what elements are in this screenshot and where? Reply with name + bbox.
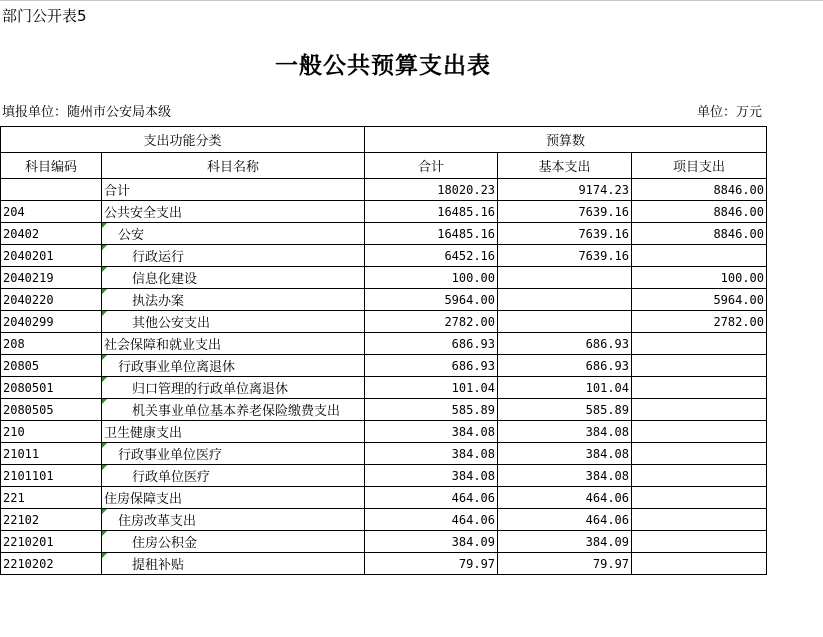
- row-project[interactable]: [632, 377, 767, 399]
- row-name-text: 合计: [104, 184, 131, 199]
- cell-note-marker: [102, 223, 107, 228]
- row-total[interactable]: [365, 443, 498, 465]
- cell-note-marker: [102, 443, 107, 448]
- row-project[interactable]: [632, 333, 767, 355]
- row-basic-text: 384.08: [585, 446, 630, 461]
- row-basic-text: 101.04: [585, 380, 630, 395]
- table-row: [1, 179, 767, 201]
- row-total-text: 384.08: [451, 424, 496, 439]
- row-code-text: 2210201: [3, 534, 54, 549]
- row-code-text: 2040220: [3, 292, 54, 307]
- row-code-text: 2040201: [3, 248, 54, 263]
- row-name-text: 提租补贴: [132, 558, 185, 573]
- row-basic[interactable]: [498, 377, 632, 399]
- row-project-text: 8846.00: [713, 182, 765, 197]
- row-total-text: 686.93: [451, 358, 496, 373]
- row-total-text: 16485.16: [437, 226, 496, 241]
- budget-table: [0, 126, 767, 575]
- row-code-text: 2080505: [3, 402, 54, 417]
- row-name-text: 社会保障和就业支出: [104, 338, 222, 353]
- currency-unit: 单位：万元: [696, 105, 762, 120]
- row-total-text: 585.89: [451, 402, 496, 417]
- row-total[interactable]: [365, 179, 498, 201]
- row-project-text: 8846.00: [713, 204, 765, 219]
- row-name-text: 公共安全支出: [104, 206, 183, 221]
- row-code[interactable]: [1, 465, 102, 487]
- row-name[interactable]: [102, 443, 365, 465]
- row-total[interactable]: [365, 553, 498, 575]
- row-project[interactable]: [632, 421, 767, 443]
- row-name[interactable]: [102, 267, 365, 289]
- row-code-text: 20402: [3, 226, 40, 241]
- row-basic-text: 7639.16: [578, 204, 630, 219]
- row-project[interactable]: [632, 509, 767, 531]
- table-row: [1, 223, 767, 245]
- row-code[interactable]: [1, 531, 102, 553]
- row-basic-text: 7639.16: [578, 226, 630, 241]
- row-code-text: 204: [3, 204, 25, 219]
- row-basic[interactable]: [498, 245, 632, 267]
- row-project[interactable]: [632, 267, 767, 289]
- row-name-text: 行政单位医疗: [132, 470, 211, 485]
- row-code[interactable]: [1, 421, 102, 443]
- row-code[interactable]: [1, 487, 102, 509]
- row-total-text: 686.93: [451, 336, 496, 351]
- row-code-text: 2040219: [3, 270, 54, 285]
- row-name[interactable]: [102, 311, 365, 333]
- cell-note-marker: [102, 509, 107, 514]
- row-name[interactable]: [102, 377, 365, 399]
- row-total-text: 384.08: [451, 468, 496, 483]
- table-row: [1, 311, 767, 333]
- cell-note-marker: [102, 245, 107, 250]
- row-name[interactable]: [102, 399, 365, 421]
- row-total[interactable]: [365, 355, 498, 377]
- row-code-text: 221: [3, 490, 25, 505]
- row-project-text: 2782.00: [713, 314, 765, 329]
- row-basic-text: 384.09: [585, 534, 630, 549]
- header-total: 合计: [365, 153, 498, 179]
- header-name: 科目名称: [102, 153, 365, 179]
- row-code[interactable]: [1, 509, 102, 531]
- row-total-text: 464.06: [451, 512, 496, 527]
- cell-note-marker: [102, 553, 107, 558]
- row-basic[interactable]: [498, 267, 632, 289]
- row-total-text: 2782.00: [444, 314, 496, 329]
- row-total-text: 6452.16: [444, 248, 496, 263]
- row-total[interactable]: [365, 487, 498, 509]
- cell-note-marker: [102, 399, 107, 404]
- row-name-text: 执法办案: [132, 294, 185, 309]
- row-name[interactable]: [102, 245, 365, 267]
- header-basic: 基本支出: [498, 153, 632, 179]
- row-name[interactable]: [102, 179, 365, 201]
- row-name[interactable]: [102, 201, 365, 223]
- row-total[interactable]: [365, 201, 498, 223]
- row-code-text: 22102: [3, 512, 40, 527]
- row-name-text: 信息化建设: [132, 272, 198, 287]
- row-name[interactable]: [102, 421, 365, 443]
- row-total[interactable]: [365, 289, 498, 311]
- table-row: [1, 289, 767, 311]
- row-name[interactable]: [102, 553, 365, 575]
- row-name-text: 行政运行: [132, 250, 185, 265]
- row-total[interactable]: [365, 223, 498, 245]
- row-project[interactable]: [632, 179, 767, 201]
- row-total[interactable]: [365, 421, 498, 443]
- row-basic[interactable]: [498, 201, 632, 223]
- row-project[interactable]: [632, 245, 767, 267]
- row-basic-text: 79.97: [592, 556, 630, 571]
- cell-note-marker: [102, 267, 107, 272]
- row-name-text: 其他公安支出: [132, 316, 211, 331]
- row-name-text: 住房改革支出: [118, 514, 197, 529]
- table-row: [1, 267, 767, 289]
- row-code[interactable]: [1, 179, 102, 201]
- row-total-text: 384.09: [451, 534, 496, 549]
- row-total-text: 384.08: [451, 446, 496, 461]
- row-basic[interactable]: [498, 509, 632, 531]
- table-row: [1, 201, 767, 223]
- table-row: [1, 355, 767, 377]
- row-project[interactable]: [632, 355, 767, 377]
- row-total[interactable]: [365, 245, 498, 267]
- table-row: [1, 245, 767, 267]
- row-basic[interactable]: [498, 223, 632, 245]
- table-body: [1, 179, 767, 575]
- row-code[interactable]: [1, 399, 102, 421]
- row-total-text: 5964.00: [444, 292, 496, 307]
- header-code: 科目编码: [1, 153, 102, 179]
- row-project[interactable]: [632, 531, 767, 553]
- row-code[interactable]: [1, 355, 102, 377]
- row-basic[interactable]: [498, 531, 632, 553]
- row-project[interactable]: [632, 465, 767, 487]
- row-name[interactable]: [102, 223, 365, 245]
- row-total-text: 464.06: [451, 490, 496, 505]
- row-project-text: 100.00: [720, 270, 765, 285]
- page-title: 一般公共预算支出表: [275, 52, 491, 79]
- row-name-text: 住房保障支出: [104, 492, 183, 507]
- header-project: 项目支出: [632, 153, 767, 179]
- sheet-top-border: [0, 0, 823, 1]
- row-total-text: 16485.16: [437, 204, 496, 219]
- row-basic-text: 384.08: [585, 424, 630, 439]
- row-basic-text: 9174.23: [578, 182, 630, 197]
- row-name-text: 住房公积金: [132, 536, 198, 551]
- row-name-text: 卫生健康支出: [104, 426, 183, 441]
- row-total[interactable]: [365, 377, 498, 399]
- row-code-text: 208: [3, 336, 25, 351]
- table-row: [1, 553, 767, 575]
- table-row: [1, 443, 767, 465]
- row-name-text: 机关事业单位基本养老保险缴费支出: [132, 404, 341, 419]
- row-code-text: 2080501: [3, 380, 54, 395]
- row-basic[interactable]: [498, 289, 632, 311]
- row-project[interactable]: [632, 553, 767, 575]
- row-code[interactable]: [1, 201, 102, 223]
- row-code[interactable]: [1, 553, 102, 575]
- table-row: [1, 421, 767, 443]
- row-basic-text: 384.08: [585, 468, 630, 483]
- row-code-text: 2040299: [3, 314, 54, 329]
- row-basic[interactable]: [498, 421, 632, 443]
- row-project[interactable]: [632, 201, 767, 223]
- row-basic[interactable]: [498, 443, 632, 465]
- row-name-text: 归口管理的行政单位离退休: [132, 382, 289, 397]
- table-row: [1, 465, 767, 487]
- row-project[interactable]: [632, 487, 767, 509]
- row-code[interactable]: [1, 311, 102, 333]
- row-code-text: 20805: [3, 358, 40, 373]
- header-budget: 预算数: [365, 127, 767, 153]
- row-project-text: 5964.00: [713, 292, 765, 307]
- row-code-text: 21011: [3, 446, 40, 461]
- row-total[interactable]: [365, 333, 498, 355]
- row-name[interactable]: [102, 531, 365, 553]
- row-project[interactable]: [632, 223, 767, 245]
- row-name[interactable]: [102, 355, 365, 377]
- row-total[interactable]: [365, 465, 498, 487]
- reporting-unit: 填报单位：随州市公安局本级: [2, 105, 172, 120]
- row-basic[interactable]: [498, 333, 632, 355]
- table-row: [1, 399, 767, 421]
- sheet-label: 部门公开表5: [2, 7, 87, 25]
- row-project-text: 8846.00: [713, 226, 765, 241]
- row-name[interactable]: [102, 509, 365, 531]
- row-code-text: 210: [3, 424, 25, 439]
- row-name[interactable]: [102, 289, 365, 311]
- row-basic[interactable]: [498, 311, 632, 333]
- row-basic[interactable]: [498, 465, 632, 487]
- row-code[interactable]: [1, 223, 102, 245]
- row-name-text: 行政事业单位医疗: [118, 448, 223, 463]
- row-project[interactable]: [632, 311, 767, 333]
- row-basic-text: 585.89: [585, 402, 630, 417]
- row-total[interactable]: [365, 509, 498, 531]
- row-basic-text: 686.93: [585, 358, 630, 373]
- row-basic-text: 686.93: [585, 336, 630, 351]
- row-basic[interactable]: [498, 179, 632, 201]
- row-total[interactable]: [365, 399, 498, 421]
- row-basic[interactable]: [498, 553, 632, 575]
- cell-note-marker: [102, 289, 107, 294]
- header-function-class: 支出功能分类: [1, 127, 365, 153]
- row-project[interactable]: [632, 399, 767, 421]
- table-row: [1, 509, 767, 531]
- row-code[interactable]: [1, 443, 102, 465]
- row-code[interactable]: [1, 267, 102, 289]
- row-name[interactable]: [102, 487, 365, 509]
- row-name-text: 行政事业单位离退休: [118, 360, 236, 375]
- row-total-text: 18020.23: [437, 182, 496, 197]
- table-row: [1, 487, 767, 509]
- row-name[interactable]: [102, 333, 365, 355]
- cell-note-marker: [102, 465, 107, 470]
- row-total[interactable]: [365, 311, 498, 333]
- row-code[interactable]: [1, 245, 102, 267]
- row-basic[interactable]: [498, 487, 632, 509]
- row-total-text: 101.04: [451, 380, 496, 395]
- row-name-text: 公安: [118, 228, 145, 243]
- row-basic-text: 464.06: [585, 490, 630, 505]
- cell-note-marker: [102, 355, 107, 360]
- table-row: [1, 531, 767, 553]
- table-row: [1, 377, 767, 399]
- row-basic[interactable]: [498, 355, 632, 377]
- row-total-text: 100.00: [451, 270, 496, 285]
- row-project[interactable]: [632, 443, 767, 465]
- row-total[interactable]: [365, 531, 498, 553]
- row-project[interactable]: [632, 289, 767, 311]
- row-basic-text: 7639.16: [578, 248, 630, 263]
- row-total[interactable]: [365, 267, 498, 289]
- row-basic-text: 464.06: [585, 512, 630, 527]
- cell-note-marker: [102, 311, 107, 316]
- row-total-text: 79.97: [458, 556, 496, 571]
- row-code[interactable]: [1, 377, 102, 399]
- header-group-row: [1, 127, 767, 153]
- cell-note-marker: [102, 531, 107, 536]
- row-code[interactable]: [1, 333, 102, 355]
- row-code-text: 2101101: [3, 468, 54, 483]
- header-column-row: [1, 153, 767, 179]
- row-name[interactable]: [102, 465, 365, 487]
- row-code[interactable]: [1, 289, 102, 311]
- row-code-text: 2210202: [3, 556, 54, 571]
- row-basic[interactable]: [498, 399, 632, 421]
- table-row: [1, 333, 767, 355]
- cell-note-marker: [102, 377, 107, 382]
